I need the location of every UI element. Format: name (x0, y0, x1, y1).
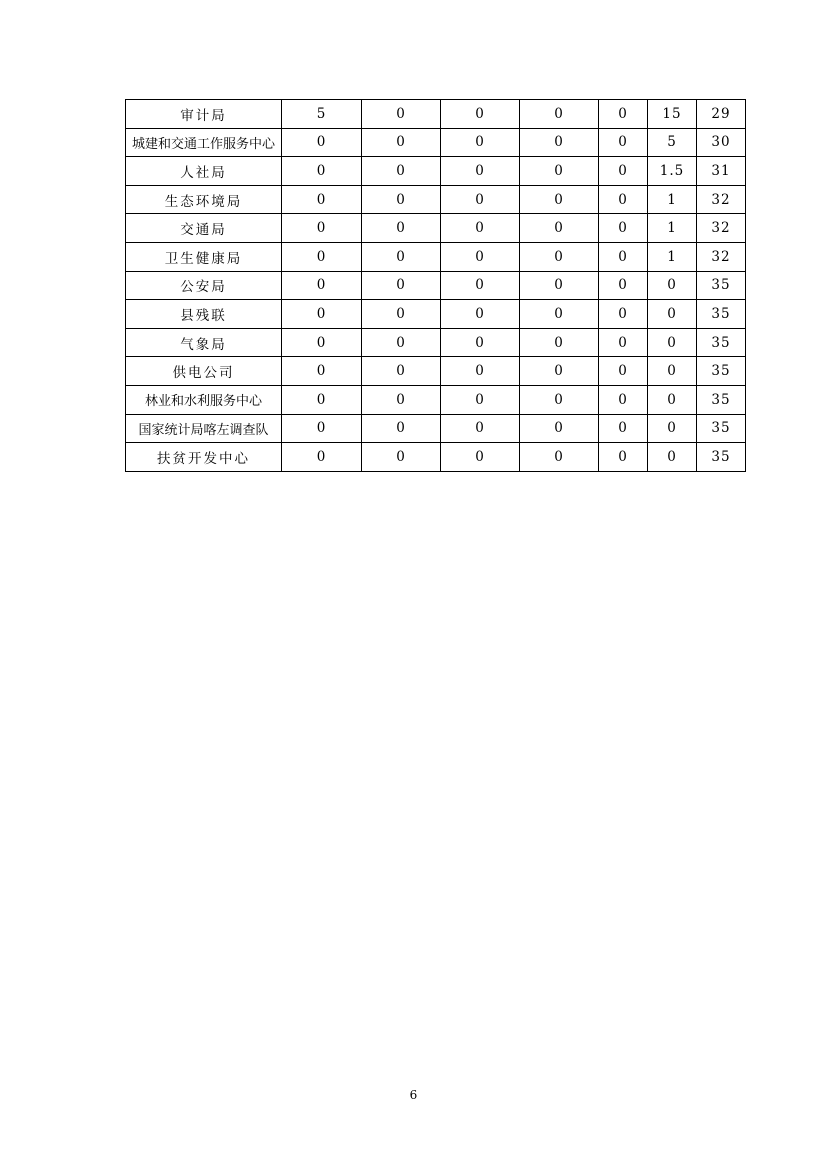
department-cell: 气象局 (126, 328, 282, 357)
value-cell: 0 (362, 242, 441, 271)
score-cell: 35 (697, 328, 746, 357)
table-row (126, 300, 746, 329)
value-cell: 0 (441, 185, 520, 214)
value-cell: 0 (282, 328, 362, 357)
table-row (126, 128, 746, 157)
value-cell: 5 (282, 100, 362, 129)
score-cell: 31 (697, 157, 746, 186)
table-row (126, 357, 746, 386)
value-cell: 0 (648, 414, 697, 443)
table-row (126, 214, 746, 243)
table-body (126, 100, 746, 472)
value-cell: 0 (520, 214, 599, 243)
value-cell: 0 (648, 271, 697, 300)
score-cell: 32 (697, 185, 746, 214)
value-cell: 0 (282, 443, 362, 472)
value-cell: 0 (441, 157, 520, 186)
score-cell: 35 (697, 357, 746, 386)
value-cell: 0 (599, 443, 648, 472)
table-row (126, 100, 746, 129)
value-cell: 0 (441, 214, 520, 243)
value-cell: 0 (441, 357, 520, 386)
value-cell: 0 (648, 385, 697, 414)
value-cell: 0 (520, 414, 599, 443)
table-row (126, 242, 746, 271)
value-cell: 0 (599, 385, 648, 414)
department-cell: 国家统计局喀左调查队 (126, 414, 282, 443)
value-cell: 0 (520, 300, 599, 329)
value-cell: 0 (599, 271, 648, 300)
value-cell: 0 (520, 185, 599, 214)
table-row (126, 414, 746, 443)
department-cell: 交通局 (126, 214, 282, 243)
value-cell: 0 (282, 385, 362, 414)
value-cell: 0 (520, 385, 599, 414)
value-cell: 0 (282, 300, 362, 329)
score-cell: 35 (697, 271, 746, 300)
department-cell: 城建和交通工作服务中心 (126, 128, 282, 157)
score-table (125, 99, 746, 472)
value-cell: 0 (599, 157, 648, 186)
value-cell: 0 (362, 128, 441, 157)
value-cell: 0 (599, 300, 648, 329)
value-cell: 0 (282, 242, 362, 271)
value-cell: 0 (520, 157, 599, 186)
value-cell: 1.5 (648, 157, 697, 186)
value-cell: 0 (648, 328, 697, 357)
table-row (126, 185, 746, 214)
department-cell: 县残联 (126, 300, 282, 329)
page-number: 6 (409, 1088, 418, 1102)
value-cell: 0 (599, 242, 648, 271)
value-cell: 0 (599, 128, 648, 157)
table-row (126, 271, 746, 300)
value-cell: 0 (362, 271, 441, 300)
department-cell: 人社局 (126, 157, 282, 186)
table-row (126, 328, 746, 357)
value-cell: 0 (362, 357, 441, 386)
value-cell: 0 (362, 300, 441, 329)
score-cell: 35 (697, 443, 746, 472)
value-cell: 0 (520, 242, 599, 271)
value-cell: 0 (520, 357, 599, 386)
value-cell: 0 (599, 185, 648, 214)
value-cell: 0 (599, 100, 648, 129)
value-cell: 0 (362, 157, 441, 186)
score-cell: 35 (697, 414, 746, 443)
value-cell: 0 (441, 414, 520, 443)
value-cell: 0 (282, 414, 362, 443)
value-cell: 0 (282, 185, 362, 214)
value-cell: 0 (648, 300, 697, 329)
value-cell: 0 (282, 214, 362, 243)
value-cell: 0 (520, 100, 599, 129)
value-cell: 0 (599, 214, 648, 243)
value-cell: 0 (362, 385, 441, 414)
value-cell: 0 (520, 128, 599, 157)
value-cell: 0 (362, 328, 441, 357)
department-cell: 林业和水利服务中心 (126, 385, 282, 414)
value-cell: 0 (520, 271, 599, 300)
value-cell: 0 (282, 157, 362, 186)
department-cell: 卫生健康局 (126, 242, 282, 271)
value-cell: 0 (441, 128, 520, 157)
score-cell: 32 (697, 214, 746, 243)
value-cell: 1 (648, 214, 697, 243)
value-cell: 0 (648, 443, 697, 472)
value-cell: 0 (441, 385, 520, 414)
table-row (126, 443, 746, 472)
value-cell: 0 (362, 214, 441, 243)
value-cell: 0 (362, 100, 441, 129)
value-cell: 15 (648, 100, 697, 129)
value-cell: 0 (441, 328, 520, 357)
value-cell: 0 (282, 357, 362, 386)
department-cell: 供电公司 (126, 357, 282, 386)
value-cell: 5 (648, 128, 697, 157)
value-cell: 0 (520, 443, 599, 472)
value-cell: 0 (282, 271, 362, 300)
value-cell: 0 (362, 443, 441, 472)
department-cell: 审计局 (126, 100, 282, 129)
score-cell: 35 (697, 300, 746, 329)
score-cell: 29 (697, 100, 746, 129)
value-cell: 0 (599, 357, 648, 386)
value-cell: 0 (599, 328, 648, 357)
value-cell: 0 (362, 414, 441, 443)
value-cell: 1 (648, 185, 697, 214)
score-cell: 30 (697, 128, 746, 157)
value-cell: 0 (441, 100, 520, 129)
score-cell: 32 (697, 242, 746, 271)
department-cell: 生态环境局 (126, 185, 282, 214)
value-cell: 0 (441, 443, 520, 472)
value-cell: 1 (648, 242, 697, 271)
value-cell: 0 (648, 357, 697, 386)
score-cell: 35 (697, 385, 746, 414)
value-cell: 0 (441, 300, 520, 329)
value-cell: 0 (441, 271, 520, 300)
department-cell: 扶贫开发中心 (126, 443, 282, 472)
table-row (126, 157, 746, 186)
value-cell: 0 (520, 328, 599, 357)
value-cell: 0 (362, 185, 441, 214)
department-cell: 公安局 (126, 271, 282, 300)
value-cell: 0 (441, 242, 520, 271)
table-row (126, 385, 746, 414)
value-cell: 0 (599, 414, 648, 443)
value-cell: 0 (282, 128, 362, 157)
